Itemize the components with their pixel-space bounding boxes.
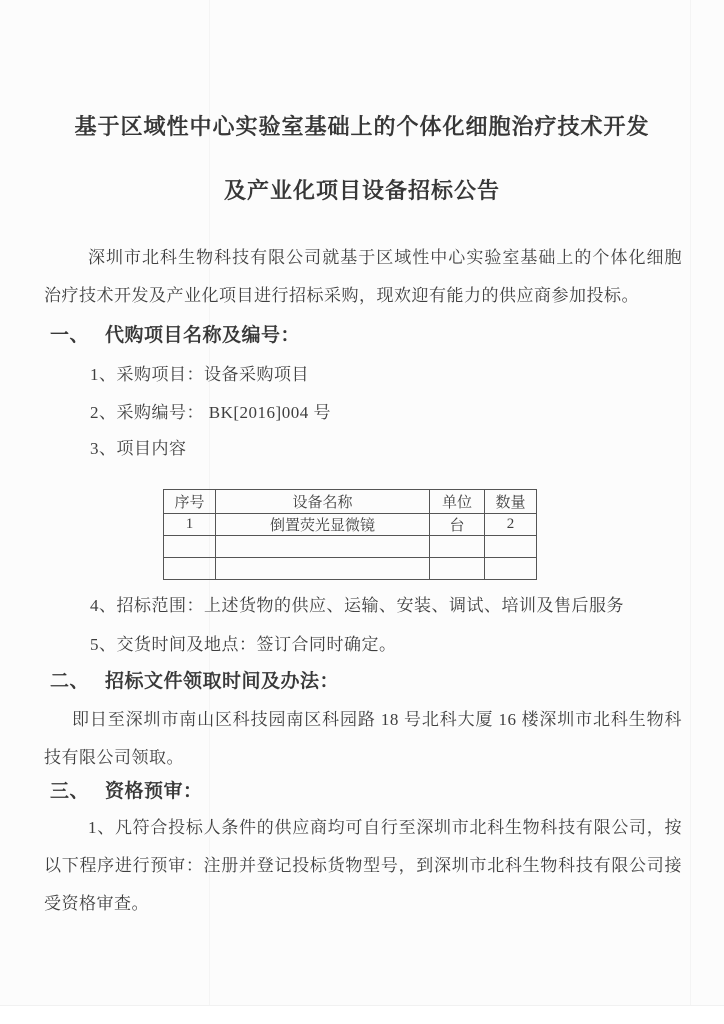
cell-qty	[485, 558, 537, 580]
equipment-table	[163, 489, 537, 580]
header-seq: 序号	[164, 490, 216, 514]
section-2-heading	[50, 671, 339, 693]
section-3-heading	[50, 781, 203, 803]
cell-equipment-name: 倒置荧光显微镜	[216, 514, 430, 536]
doc-title-line-2: 及产业化项目设备招标公告	[223, 178, 500, 203]
item-procurement-project: 1、采购项目：设备采购项目	[90, 365, 309, 384]
item-procurement-number: 2、采购编号： BK[2016]004 号	[90, 403, 331, 422]
item-delivery-time-place: 5、交货时间及地点：签订合同时确定。	[90, 635, 397, 654]
scan-artifact-line	[690, 0, 691, 1024]
cell-seq	[164, 536, 216, 558]
table-row-empty	[164, 536, 537, 558]
item-bid-scope: 4、招标范围：上述货物的供应、运输、安装、调试、培训及售后服务	[90, 596, 624, 615]
cell-unit: 台	[430, 514, 485, 536]
cell-seq: 1	[164, 514, 216, 536]
table-row	[164, 514, 537, 536]
section-1-title: 代购项目名称及编号：	[105, 325, 301, 346]
document-collection-paragraph: 即日至深圳市南山区科技园南区科园路 18 号北科大厦 16 楼深圳市北科生物科技有限公司领取。	[44, 710, 682, 767]
section-1-label: 一、	[50, 325, 90, 346]
intro-paragraph: 深圳市北科生物科技有限公司就基于区域性中心实验室基础上的个体化细胞治疗技术开发及产业化项目进行招标采购，现欢迎有能力的供应商参加投标。	[44, 248, 682, 305]
header-qty: 数量	[485, 490, 537, 514]
cell-seq	[164, 558, 216, 580]
doc-title-line-1: 基于区域性中心实验室基础上的个体化细胞治疗技术开发	[74, 114, 650, 139]
cell-unit	[430, 558, 485, 580]
header-equipment-name: 设备名称	[216, 490, 430, 514]
cell-qty	[485, 536, 537, 558]
item-project-content: 3、项目内容	[90, 439, 187, 458]
section-2-title: 招标文件领取时间及办法：	[105, 671, 340, 692]
cell-equipment-name	[216, 558, 430, 580]
section-3-label: 三、	[50, 781, 90, 802]
table-header-row	[164, 490, 537, 514]
section-1-heading	[50, 325, 300, 347]
cell-equipment-name	[216, 536, 430, 558]
cell-unit	[430, 536, 485, 558]
section-3-title: 资格预审：	[105, 781, 203, 802]
section-2-label: 二、	[50, 671, 90, 692]
cell-qty: 2	[485, 514, 537, 536]
table-row-empty	[164, 558, 537, 580]
page-bottom-edge	[0, 1005, 724, 1024]
header-unit: 单位	[430, 490, 485, 514]
prequalification-paragraph: 1、凡符合投标人条件的供应商均可自行至深圳市北科生物科技有限公司，按以下程序进行预审：注册并登记投标货物型号，到深圳市北科生物科技有限公司接受资格审查。	[44, 818, 682, 913]
